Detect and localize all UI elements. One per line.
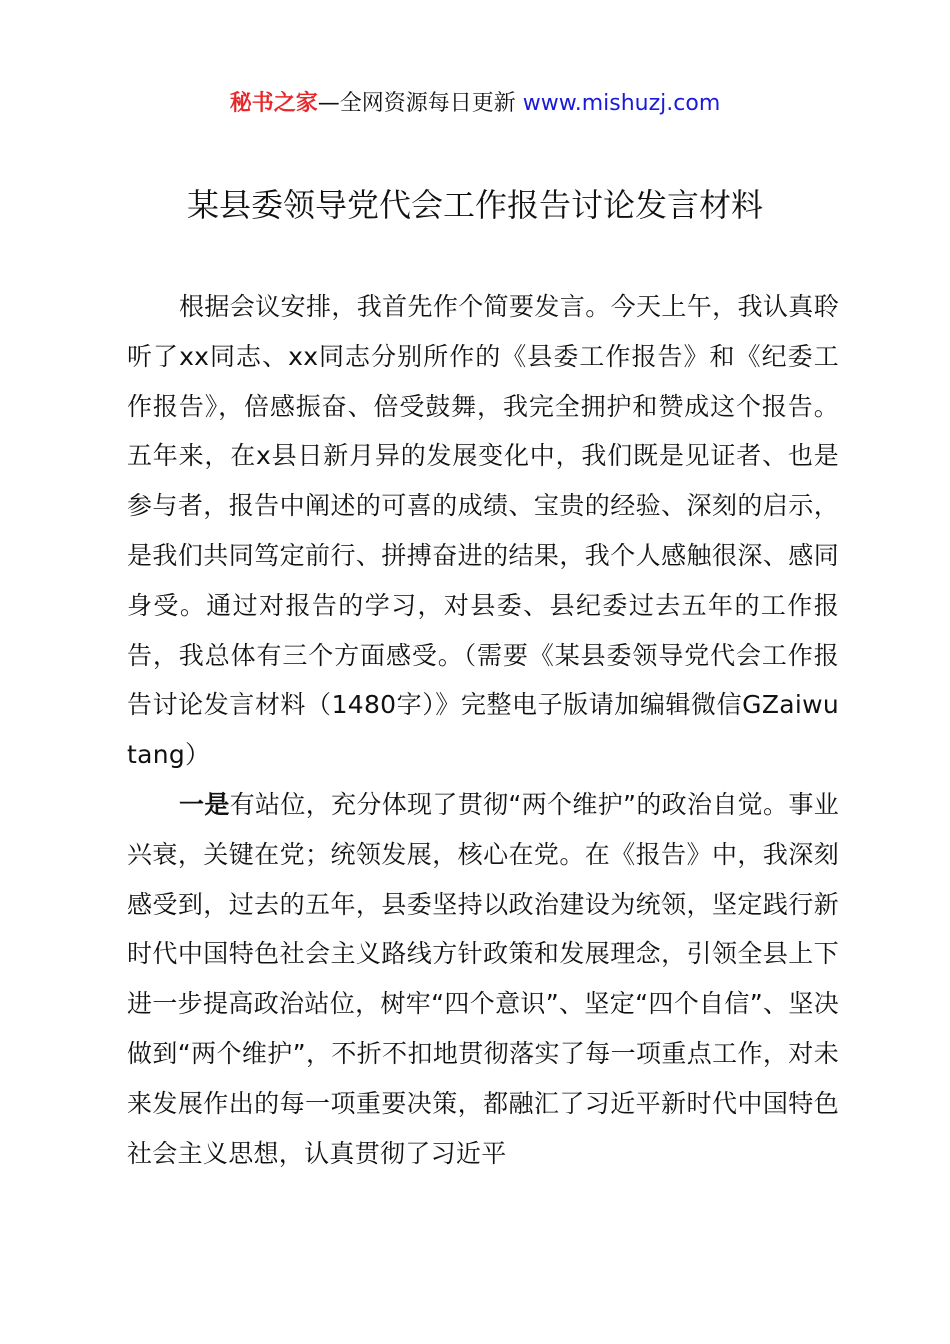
document-body xyxy=(127,282,839,1178)
paragraph-point-one xyxy=(127,780,839,1178)
brand-name: 秘书之家 xyxy=(229,91,318,116)
paragraph-text: 根据会议安排，我首先作个简要发言。今天上午，我认真聆听了xx同志、xx同志分别所作的《县委工作报告》和《纪委工作报告》，倍感振奋、倍受鼓舞，我完全拥护和赞成这个报告。五年来，在x县日新月异的发展变化中，我们既是见证者、也是参与者，报告中阐述的可喜的成绩、宝贵的经验、深刻的启示，是我们共同笃定前行、拼搏奋进的结果，我个人感触很深、感同身受。通过对报告的学习，对县委、县纪委过去五年的工作报告，我总体有三个方面感受。（需要《某县委领导党代会工作报告讨论发言材料（1480字）》完整电子版请加编辑微信GZaiwutang） xyxy=(127,292,839,770)
site-url-link[interactable]: www.mishuzj.com xyxy=(522,91,721,116)
paragraph-lead: 一是 xyxy=(179,789,230,819)
site-header xyxy=(0,88,950,120)
paragraph-intro xyxy=(127,282,839,780)
document-title: 某县委领导党代会工作报告讨论发言材料 xyxy=(186,186,763,224)
paragraph-text: 有站位，充分体现了贯彻“两个维护”的政治自觉。事业兴衰，关键在党；统领发展，核心在党。在《报告》中，我深刻感受到，过去的五年，县委坚持以政治建设为统领，坚定践行新时代中国特色社会主义路线方针政策和发展理念，引领全县上下进一步提高政治站位，树牢“四个意识”、坚定“四个自信”、坚决做到“两个维护”，不折不扣地贯彻落实了每一项重点工作，对未来发展作出的每一项重要决策，都融汇了习近平新时代中国特色社会主义思想，认真贯彻了习近平 xyxy=(127,789,840,1168)
header-tagline: —全网资源每日更新 xyxy=(317,91,523,116)
